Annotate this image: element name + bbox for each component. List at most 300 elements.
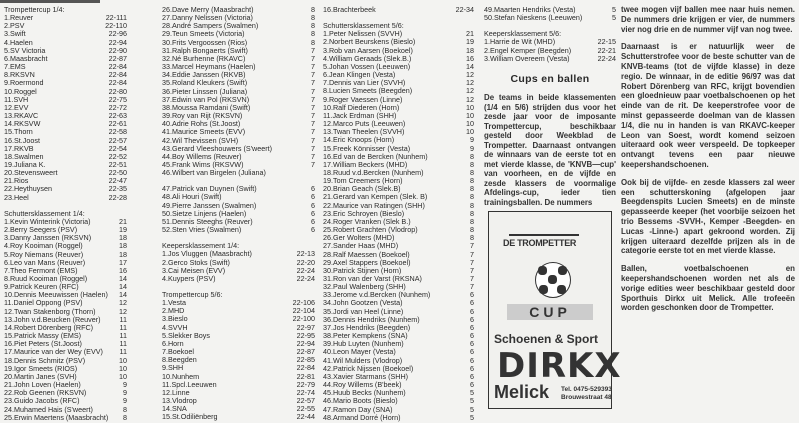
item-value: 7 <box>470 249 474 259</box>
item-label: 1.Reuver <box>4 13 34 23</box>
item-value: 22-104 <box>292 306 315 316</box>
list-item <box>162 413 315 421</box>
item-value: 8 <box>123 404 127 414</box>
item-value: 22-58 <box>108 127 127 137</box>
item-value: 12 <box>466 94 474 104</box>
item-value: 7 <box>470 257 474 267</box>
item-value: 22-90 <box>108 45 127 55</box>
item-value: 22-34 <box>455 5 474 14</box>
item-label: 7.Boekoel <box>162 347 194 357</box>
item-label: 7.Dennis van Lier (SVVH) <box>323 78 406 88</box>
item-label: 4.SVVH <box>162 322 188 332</box>
item-value: 22-74 <box>296 387 315 397</box>
item-label: 33.Jerome v.d.Bercken (Nunhem) <box>323 290 431 300</box>
item-value: 22-57 <box>296 396 315 406</box>
keepers14-heading: Keepersklassement 1/4: <box>162 241 240 251</box>
item-value: 6 <box>470 331 474 341</box>
item-label: 19.Juliana K. <box>4 159 46 169</box>
item-label: 35.Roland Kleukers (Swift) <box>162 78 248 88</box>
item-value: 22-24 <box>296 273 315 283</box>
item-value: 12 <box>466 70 474 80</box>
item-value: 10 <box>119 355 127 365</box>
column-3 <box>323 6 474 422</box>
item-value: 16 <box>119 265 127 275</box>
item-label: 26.Ger Wolters (MHD) <box>323 233 395 243</box>
item-label: 20.Brian Geach (Slek.B) <box>323 184 401 194</box>
item-value: 14 <box>466 61 474 71</box>
item-label: 10.Nunhem <box>162 371 200 381</box>
paragraph-3: Ook bij de vijfde- en zesde klassers zal weer een schutterskoning (afgelopen jaar Beegdenspits Lucien Smeets) en de minste gepasseerde keeper (het voorbije seizoen het trio Bessems -SVVH-, Kemper -Beegden- en Lucas -Linne-) apart gekroond worden. Zij krijgen uiteraard dezelfde prijzen als in de categorie eerste tot en met vierde klasse. <box>621 177 795 256</box>
item-label: 15.Freek Könnisser (Vesta) <box>323 143 411 153</box>
item-value: 6 <box>470 290 474 300</box>
item-value: 8 <box>311 13 315 23</box>
item-value: 22-61 <box>108 119 127 129</box>
column-4 <box>484 6 616 207</box>
item-value: 22-96 <box>108 29 127 39</box>
column-2 <box>162 6 315 422</box>
cup14-list <box>4 14 127 202</box>
item-value: 7 <box>470 274 474 283</box>
item-value: 5 <box>470 412 474 422</box>
item-label: 45.Huub Becks (Nunhem) <box>323 388 406 398</box>
item-label: 18.Swalmen <box>4 151 44 161</box>
item-value: 7 <box>311 94 315 104</box>
list-item <box>4 194 127 202</box>
item-value: 8 <box>470 225 474 235</box>
item-value: 12 <box>119 306 127 316</box>
scorers14-cont2-list <box>162 185 315 234</box>
item-label: 46.Mario Boots (Bieslo) <box>323 396 398 406</box>
item-label: 12.Twan Stakenborg (Thorn) <box>4 306 96 316</box>
item-value: 22-87 <box>296 347 315 357</box>
item-label: 7.EMS <box>4 62 26 72</box>
ad-logo: DE TROMPETTER <box>503 238 577 248</box>
item-label: 17.William Beckers (MHD) <box>323 159 408 169</box>
scorers14-heading: Schuttersklassement 1/4: <box>4 208 85 218</box>
item-label: 3.Danny Janssen (RKSVN) <box>4 233 92 243</box>
item-label: 9.Patrick Keuren (RFC) <box>4 282 79 292</box>
item-value: 22-85 <box>296 355 315 365</box>
item-label: 8.Beegden <box>162 355 197 365</box>
list-item <box>162 169 315 177</box>
item-value: 8 <box>311 29 315 39</box>
item-label: 4.Haelen <box>4 37 33 47</box>
trumpet-icon <box>509 234 579 236</box>
item-label: 18.Ruud v.d.Bercken (Nunhem) <box>323 167 424 177</box>
item-value: 10 <box>466 102 474 112</box>
item-label: 8.RKSVN <box>4 70 35 80</box>
item-value: 22-100 <box>292 314 315 324</box>
item-value: 8 <box>311 5 315 14</box>
list-item <box>484 55 616 63</box>
item-label: 1.Harrie de Wit (MHD) <box>484 37 556 47</box>
item-label: 11.SVH <box>4 94 29 104</box>
column-1 <box>4 6 127 422</box>
item-label: 1.Peter Nelissen (SVVH) <box>323 29 403 39</box>
item-label: 2.MHD <box>162 306 185 316</box>
item-label: 3.Bieslo <box>162 314 188 324</box>
item-value: 11 <box>119 339 127 349</box>
item-value: 8 <box>470 200 474 210</box>
item-label: 30.Patrick Stijnen (Horn) <box>323 265 402 275</box>
item-label: 40.Leon Mayer (Vesta) <box>323 347 396 357</box>
item-label: 15.Thorn <box>4 127 33 137</box>
ad-address: Brouwestraat 48 <box>561 394 612 401</box>
item-label: 24.Roger Vranken (Slek B.) <box>323 216 411 226</box>
item-value: 8 <box>470 192 474 202</box>
item-label: 15.Patrick Massy (EMS) <box>4 331 82 341</box>
item-value: 6 <box>470 314 474 324</box>
item-value: 6 <box>470 380 474 390</box>
item-value: 22-72 <box>108 102 127 112</box>
item-value: 10 <box>119 363 127 373</box>
item-value: 22-47 <box>108 176 127 186</box>
paragraph-2: Daarnaast is er natuurlijk weer de Schutterstrofee voor de beste schutter van de KNVB-teams (tot de vijfde klasse) in deze regio. De winnaar, in de editie 96/97 was dat Robert Dörenberg van RFC, krijgt bovendien een gloednieuw paar voetbalschoenen op het einde van de rit. De keeperstrofee voor de minst gepasseerde doelman van de klassen 1/4, die nu in handen is van RKAVC-keeper Leon van Soest, wordt komend seizoen uiteraard ook weer verspeeld. De topkeeper ontvangt tevens een paar nieuwe keepershandschoenen. <box>621 42 795 169</box>
item-label: 4.Kuypers (PSV) <box>162 273 216 283</box>
item-label: 11.Spcl.Leeuwen <box>162 379 217 389</box>
item-value: 6 <box>311 192 315 202</box>
item-label: 23.Eric Schroyen (Bieslo) <box>323 208 405 218</box>
item-value: 6 <box>311 225 315 235</box>
item-value: 6 <box>470 363 474 373</box>
item-label: 1.Jos Vluggen (Maasbracht) <box>162 249 252 259</box>
item-label: 2.Norbert Beurskens (Bieslo) <box>323 37 416 47</box>
item-value: 8 <box>470 208 474 218</box>
item-value: 14 <box>119 274 127 283</box>
item-label: 28.André Sampers (Swalmen) <box>162 21 259 31</box>
football-icon <box>535 262 571 298</box>
item-label: 19.Igor Smeets (RIOS) <box>4 363 78 373</box>
item-value: 22-84 <box>108 70 127 80</box>
item-value: 8 <box>470 233 474 243</box>
item-label: 12.Linne <box>162 387 190 397</box>
item-label: 36.Dennis Hendriks (Nunhem) <box>323 314 420 324</box>
item-value: 8 <box>470 167 474 177</box>
item-value: 7 <box>311 111 315 121</box>
item-value: 22-15 <box>597 37 616 47</box>
item-label: 29.Axel Stappers (Boekoel) <box>323 257 411 267</box>
item-label: 9.Roermond <box>4 78 44 88</box>
item-value: 7 <box>470 265 474 275</box>
list-item <box>162 275 315 283</box>
item-value: 22-87 <box>108 53 127 63</box>
ad-town: Melick <box>494 382 550 402</box>
item-value: 7 <box>311 143 315 153</box>
item-value: 22-111 <box>105 13 127 23</box>
keepers56-heading: Keepersklassement 5/6: <box>484 29 562 39</box>
item-value: 17 <box>119 257 127 267</box>
item-label: 27.Danny Nelissen (Victoria) <box>162 13 253 23</box>
item-value: 8 <box>311 21 315 31</box>
scorers14-list <box>4 218 127 422</box>
item-value: 22-24 <box>296 265 315 275</box>
item-label: 41.Maurice Smeets (EVV) <box>162 127 246 137</box>
item-value: 7 <box>311 159 315 169</box>
item-value: 10 <box>466 119 474 129</box>
ad-tel: Tel. 0475-529393 <box>561 386 612 393</box>
item-value: 22-94 <box>296 338 315 348</box>
item-value: 6 <box>470 339 474 349</box>
item-value: 9 <box>470 143 474 153</box>
item-label: 2.Engel Kemper (Beegden) <box>484 45 572 55</box>
item-value: 22-63 <box>108 111 127 121</box>
item-label: 16.Brachterbeek <box>323 5 376 14</box>
item-label: 5.Roy Niemans (Reuver) <box>4 249 84 259</box>
item-value: 11 <box>119 322 127 332</box>
list-item <box>484 14 616 22</box>
item-label: 30.Frits Vergoossen (Rios) <box>162 37 248 47</box>
item-label: 22.Maurice van Ratingen (SHH) <box>323 200 425 210</box>
item-value: 22-55 <box>296 404 315 414</box>
cup14-heading: Trompettercup 1/4: <box>4 5 65 14</box>
item-label: 42.Wil Thevissen (SVH) <box>162 135 239 145</box>
article-heading: Cups en ballen <box>510 72 590 85</box>
item-value: 7 <box>311 127 315 137</box>
item-value: 21 <box>119 216 127 226</box>
item-label: 20.Martin Janes (SVH) <box>4 371 77 381</box>
item-label: 29.Teun Smeets (Victoria) <box>162 29 245 39</box>
item-label: 16.St.Joost <box>4 135 40 145</box>
item-label: 43.Gerard Vleeshouwers (S'weert) <box>162 143 273 153</box>
item-label: 10.Dennis Meeuwissen (Haelen) <box>4 290 108 300</box>
item-label: 21.Rios <box>4 176 29 186</box>
item-value: 8 <box>470 216 474 226</box>
item-label: 26.Dave Merry (Maasbracht) <box>162 5 254 14</box>
item-label: 48.Armand Dorré (Horn) <box>323 412 401 422</box>
item-label: 48.Ali Houri (Swift) <box>162 192 222 202</box>
item-value: 22-75 <box>108 94 127 104</box>
item-value: 22-13 <box>296 249 315 259</box>
article-intro: De teams in beide klassementen (1/4 en 5/6) strijden dus voor het zesde jaar voor de imposante Trompettercup, beschikbaar gesteld door Weekblad de Trompetter. Daarnaast ontvangen de winnaars van de eerste tot en met vierde klasse, de 'KNVB—cup' van voorheen, en de vijfde en zesde klassers de voormalige Afdelings-cup, ieder tien trainingsballen. De nummers <box>484 93 616 207</box>
item-value: 22-106 <box>292 298 315 308</box>
item-label: 5.SV Victoria <box>4 45 46 55</box>
cup56-heading: Trompettercup 5/6: <box>162 290 223 299</box>
item-label: 15.St.Odiliënberg <box>162 412 218 422</box>
item-label: 44.Roy Willems (B'beek) <box>323 380 402 390</box>
item-label: 37.Jos Hendriks (Beegden) <box>323 322 411 332</box>
item-value: 10 <box>466 127 474 137</box>
item-value: 9 <box>470 135 474 145</box>
item-label: 3.William Overeem (Vesta) <box>484 53 570 63</box>
item-value: 14 <box>119 282 127 292</box>
item-value: 22-50 <box>108 168 127 178</box>
item-value: 12 <box>466 78 474 88</box>
item-value: 22-81 <box>296 371 315 381</box>
item-label: 4.William Geraads (Slek.B.) <box>323 53 412 63</box>
item-value: 22-80 <box>108 86 127 96</box>
item-value: 18 <box>119 241 127 251</box>
item-value: 22-79 <box>296 379 315 389</box>
item-value: 7 <box>470 241 474 251</box>
item-label: 2.PSV <box>4 21 25 31</box>
item-value: 16 <box>466 53 474 63</box>
item-label: 17.Maurice van der Wey (EVV) <box>4 347 103 357</box>
item-label: 16.Ed van de Bercken (Nunhem) <box>323 151 428 161</box>
item-label: 5.Slekker Boys <box>162 330 210 340</box>
item-label: 2.Berry Seegers (PSV) <box>4 225 78 235</box>
item-value: 7 <box>311 151 315 161</box>
item-label: 21.Gerard van Kempen (Slek. B) <box>323 192 428 202</box>
item-value: 8 <box>470 151 474 161</box>
item-value: 22-21 <box>597 45 616 55</box>
item-label: 11.Jack Erdman (SHH) <box>323 110 397 120</box>
item-value: 22-54 <box>108 143 127 153</box>
item-value: 22-57 <box>108 135 127 145</box>
item-label: 13.RKAVC <box>4 111 39 121</box>
list-item <box>4 414 127 422</box>
item-value: 19 <box>466 37 474 47</box>
item-label: 6.Leo van Mans (Reuver) <box>4 257 86 267</box>
item-value: 11 <box>119 347 127 357</box>
item-value: 10 <box>466 110 474 120</box>
item-label: 22.Rob Geenen (RKSVN) <box>4 388 87 398</box>
scorers56-cont-list <box>484 6 616 22</box>
item-label: 49.Pierre Janssen (Swalmen) <box>162 200 257 210</box>
item-label: 6.Maasbracht <box>4 53 48 63</box>
item-label: 17.RKVB <box>4 143 34 153</box>
item-label: 46.Wilbert van Birgelen (Juliana) <box>162 168 266 178</box>
scorers56-heading: Schuttersklassement 5/6: <box>323 21 404 31</box>
item-value: 8 <box>311 37 315 47</box>
item-label: 18.Dennis Schmitz (PSV) <box>4 355 86 365</box>
item-value: 7 <box>311 78 315 88</box>
item-value: 9 <box>123 396 127 406</box>
item-label: 47.Patrick van Duynen (Swift) <box>162 184 257 194</box>
item-label: 9.SHH <box>162 363 184 373</box>
item-value: 6 <box>311 216 315 226</box>
item-label: 51.Dennis Steeghs (Reuver) <box>162 216 253 226</box>
item-value: 22-28 <box>108 192 127 202</box>
item-value: 7 <box>311 86 315 96</box>
item-value: 22-44 <box>296 412 315 422</box>
item-label: 14.RKSVW <box>4 119 41 129</box>
cup56-cont-list <box>323 6 474 14</box>
list-item <box>323 414 474 422</box>
item-value: 22-51 <box>108 159 127 169</box>
item-label: 28.Ralf Maessen (Boekoel) <box>323 249 410 259</box>
item-label: 35.Jordi van Heel (Linne) <box>323 306 404 316</box>
item-value: 5 <box>612 5 616 14</box>
top-rule <box>0 0 100 3</box>
item-label: 37.Edwin van Pol (RKSVN) <box>162 94 250 104</box>
item-label: 8.Ruud Kooiman (Roggel) <box>4 274 88 283</box>
ad-cup: CUP <box>507 304 593 320</box>
item-label: 10.Ralf Diederen (Horn) <box>323 102 400 112</box>
ad-contact <box>561 386 612 402</box>
item-label: 39.Hub Luyten (Nunhem) <box>323 339 404 349</box>
item-label: 34.Eddie Janssen (RKVB) <box>162 70 246 80</box>
item-label: 42.Patrick Nijssen (Boekoel) <box>323 363 414 373</box>
item-label: 22.Heythuysen <box>4 184 52 194</box>
item-value: 18 <box>466 45 474 55</box>
item-value: 5 <box>470 404 474 414</box>
item-label: 16.Piet Peters (St.Joost) <box>4 339 82 349</box>
item-value: 22-84 <box>108 62 127 72</box>
item-label: 40.Adrie Rohs (St.Joost) <box>162 119 241 129</box>
item-value: 6 <box>470 347 474 357</box>
item-value: 11 <box>119 314 127 324</box>
item-label: 8.Lucien Smeets (Beegden) <box>323 86 413 96</box>
item-value: 5 <box>470 396 474 406</box>
item-label: 14.Robert Dörenberg (RFC) <box>4 322 94 332</box>
item-value: 7 <box>311 70 315 80</box>
item-value: 6 <box>470 371 474 381</box>
item-label: 13.Twan Theelen (SVVH) <box>323 127 405 137</box>
item-value: 7 <box>470 282 474 292</box>
item-value: 21 <box>466 29 474 39</box>
item-value: 5 <box>612 13 616 23</box>
item-value: 7 <box>311 119 315 129</box>
item-label: 6.Jean Klingen (Vesta) <box>323 70 396 80</box>
item-value: 22-20 <box>296 257 315 267</box>
keepers14-list <box>162 250 315 283</box>
item-label: 21.John Loven (Haelen) <box>4 380 81 390</box>
item-label: 34.John Gootzen (Vesta) <box>323 298 403 308</box>
item-value: 8 <box>123 412 127 422</box>
item-value: 7 <box>311 102 315 112</box>
item-label: 25.Erwin Maertens (Maasbracht) <box>4 412 109 422</box>
item-label: 14.SNA <box>162 404 187 414</box>
item-label: 24.Muhamed Hais (S'weert) <box>4 404 93 414</box>
item-value: 11 <box>119 331 127 341</box>
item-value: 8 <box>470 159 474 169</box>
item-label: 5.Johan Vossen (Leeuwen) <box>323 61 411 71</box>
item-value: 22-95 <box>296 330 315 340</box>
item-label: 2.Gerco Stoks (Swift) <box>162 257 230 267</box>
item-value: 12 <box>119 298 127 308</box>
item-value: 6 <box>470 322 474 332</box>
item-value: 6 <box>470 355 474 365</box>
item-value: 6 <box>311 200 315 210</box>
item-value: 6 <box>470 306 474 316</box>
item-label: 41.Wil Mulders (Vlodrop) <box>323 355 403 365</box>
item-label: 13.John v.d.Beucken (Reuver) <box>4 314 101 324</box>
item-value: 22-97 <box>296 322 315 332</box>
item-label: 19.Tom Creemers (Horn) <box>323 176 403 186</box>
advertisement-dirkx <box>488 211 622 409</box>
item-label: 32.Paul Walenberg (SHH) <box>323 282 406 292</box>
item-label: 39.Roy van Rijt (RKSVN) <box>162 111 243 121</box>
item-label: 7.Theo Fermont (EMS) <box>4 265 78 275</box>
item-label: 27.Sander Haas (MHD) <box>323 241 399 251</box>
ad-brand: DIRKX <box>497 346 622 386</box>
item-label: 14.Eric Knoops (Horn) <box>323 135 395 145</box>
item-label: 10.Roggel <box>4 86 37 96</box>
item-value: 12 <box>466 86 474 96</box>
item-label: 25.Robert Grachten (Vlodrop) <box>323 225 418 235</box>
item-label: 43.Xavier Starmans (SHH) <box>323 371 409 381</box>
item-label: 50.Sietze Linjens (Haelen) <box>162 208 247 218</box>
item-label: 3.Rob van Aarsen (Boekoel) <box>323 45 413 55</box>
item-label: 31.Ron van der Varst (RKSNA) <box>323 274 422 283</box>
item-label: 1.Kevin Winterink (Victoria) <box>4 216 91 226</box>
item-value: 22-110 <box>105 21 127 31</box>
list-item <box>162 356 315 364</box>
keepers56-list <box>484 38 616 62</box>
item-label: 4.Roy Kooiman (Roggel) <box>4 241 83 251</box>
item-value: 9 <box>123 388 127 398</box>
item-value: 7 <box>311 53 315 63</box>
paragraph-1: twee mogen vijf ballen mee naar huis nemen. De nummers drie krijgen er vier, de nummers vier nog drie en de nummer vijf van nog twee. <box>621 5 795 34</box>
item-value: 18 <box>119 249 127 259</box>
item-value: 14 <box>119 290 127 300</box>
cup56-list <box>162 299 315 421</box>
item-value: 22-35 <box>108 184 127 194</box>
item-label: 38.Moussa Ramdani (Swift) <box>162 102 251 112</box>
item-value: 8 <box>470 184 474 194</box>
paragraph-4: Ballen, voetbalschoenen en keepershandschoenen worden net als de vorige edities weer beschikbaar gesteld door Sporthuis Dirkx uit Melick. Alle trofeeën worden geschonken door de Trompetter. <box>621 264 795 313</box>
item-value: 22-84 <box>296 363 315 373</box>
